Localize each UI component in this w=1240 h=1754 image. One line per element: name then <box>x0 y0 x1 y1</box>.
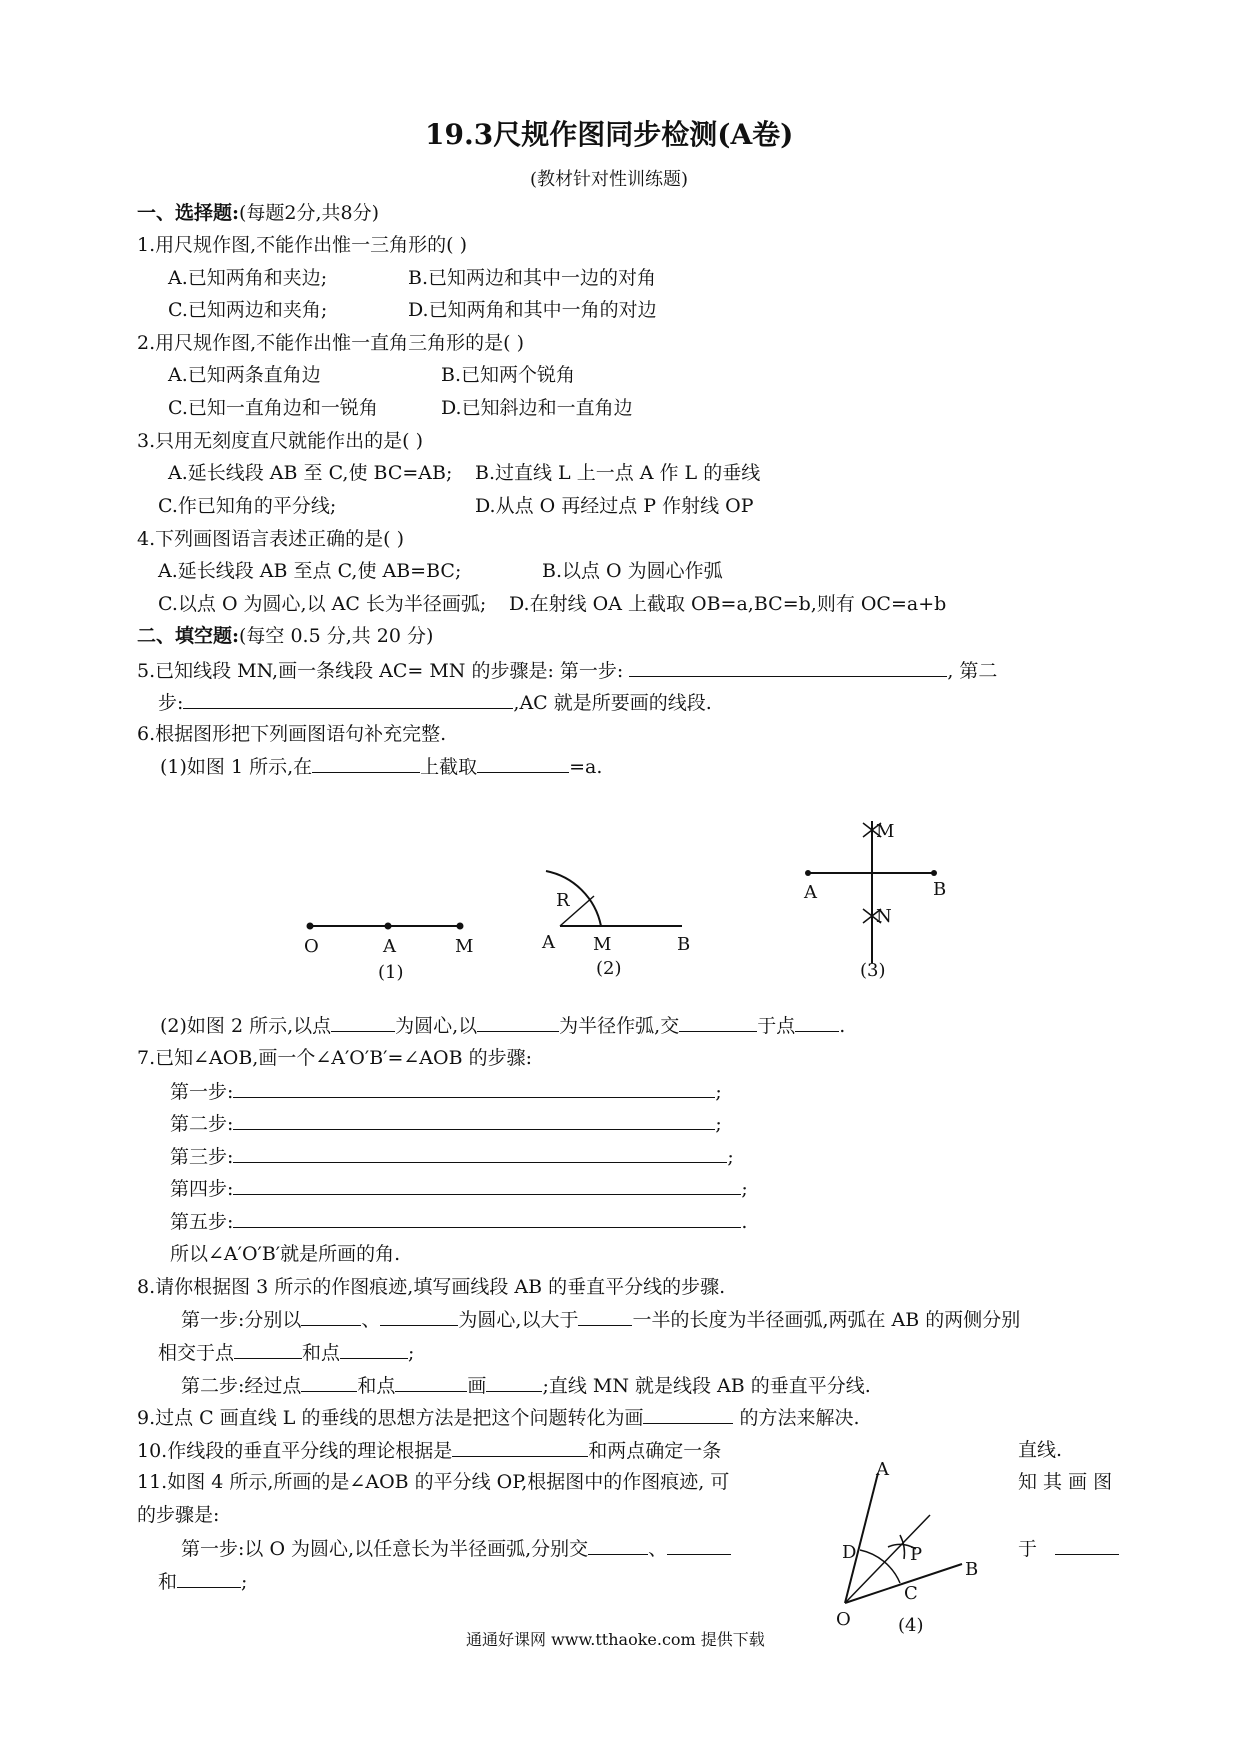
q2-option-a: A.已知两条直角边 <box>168 364 321 386</box>
q8-s1-text-6: 和点 <box>302 1342 341 1364</box>
q7-step2-end: ; <box>715 1113 722 1135</box>
q3-stem: 3.只用无刻度直尺就能作出的是( ) <box>137 430 423 452</box>
q9-text-1: 9.过点 C 画直线 L 的垂线的思想方法是把这个问题转化为画 <box>137 1407 644 1429</box>
q8-s2-text-2: 和点 <box>357 1375 396 1397</box>
q11-s1-text-5: ; <box>241 1571 248 1593</box>
q6-p2-blank-2[interactable] <box>477 1013 559 1032</box>
q8-s1-text-5: 相交于点 <box>158 1342 235 1364</box>
q7-step1-blank[interactable] <box>233 1079 715 1098</box>
section2-heading-line <box>137 624 433 648</box>
q11-s1-text-4: 和 <box>158 1571 178 1593</box>
fig2-label-m: M <box>593 934 612 955</box>
q7-step5-label: 第五步: <box>170 1211 234 1233</box>
q9-blank[interactable] <box>643 1405 733 1424</box>
q8-s2-text-4: ;直线 MN 就是线段 AB 的垂直平分线. <box>542 1375 871 1397</box>
q7-step2-blank[interactable] <box>233 1111 715 1130</box>
q6-p2-text-2: 为圆心,以 <box>395 1015 478 1037</box>
q2-stem: 2.用尺规作图,不能作出惟一直角三角形的是( ) <box>137 332 525 354</box>
fig3-point-a <box>805 870 811 876</box>
fig4-ray-oa <box>845 1473 878 1603</box>
q6-p2-blank-1[interactable] <box>331 1013 395 1032</box>
q11-s1-blank-2[interactable] <box>667 1536 731 1555</box>
q7-step1 <box>170 1079 722 1104</box>
q7-step4 <box>170 1176 748 1201</box>
q7-step3 <box>170 1144 734 1169</box>
q6-part2 <box>160 1013 845 1038</box>
q6-p1-text-3: =a. <box>569 756 603 778</box>
fig1-label-o: O <box>304 936 319 957</box>
figure-4 <box>830 1455 1010 1635</box>
page-footer: 通通好课网 www.tthaoke.com 提供下载 <box>466 1630 765 1649</box>
q11-step1-line2 <box>158 1569 247 1594</box>
q10-text-1: 10.作线段的垂直平分线的理论根据是 <box>137 1440 453 1462</box>
q11-s1-text-2: 、 <box>648 1538 668 1560</box>
q10-end: 直线. <box>1018 1439 1063 1461</box>
q7-step4-end: ; <box>741 1178 748 1200</box>
q4-option-c: C.以点 O 为圆心,以 AC 长为半径画弧; <box>158 593 487 615</box>
q2-option-b: B.已知两个锐角 <box>441 364 576 386</box>
q5-text-2: , 第二 <box>947 660 998 682</box>
fig3-point-b <box>931 870 937 876</box>
q7-step2-label: 第二步: <box>170 1113 234 1135</box>
fig1-caption: (1) <box>378 962 404 983</box>
q11-s1-text-1: 第一步:以 O 为圆心,以任意长为半径画弧,分别交 <box>181 1538 589 1560</box>
q7-step2 <box>170 1111 722 1136</box>
q11-s1-blank-1[interactable] <box>588 1536 648 1555</box>
q6-p2-text-3: 为半径作弧,交 <box>559 1015 680 1037</box>
q5-answer-blank-1[interactable] <box>629 658 947 677</box>
q7-conclusion: 所以∠A′O′B′就是所画的角. <box>170 1243 401 1265</box>
q7-step1-end: ; <box>715 1081 722 1103</box>
q8-s2-blank-3[interactable] <box>486 1373 542 1392</box>
section1-note: (每题2分,共8分) <box>239 202 380 224</box>
q2-option-c: C.已知一直角边和一锐角 <box>168 397 378 419</box>
q8-s1-blank-5[interactable] <box>340 1340 408 1359</box>
q7-stem: 7.已知∠AOB,画一个∠A′O′B′=∠AOB 的步骤: <box>137 1047 533 1069</box>
fig3-caption: (3) <box>860 960 886 981</box>
q8-s1-blank-1[interactable] <box>301 1307 361 1326</box>
section2-note: (每空 0.5 分,共 20 分) <box>239 625 434 647</box>
q10-blank[interactable] <box>452 1438 588 1457</box>
q9-text-2: 的方法来解决. <box>739 1407 860 1429</box>
fig4-arc-mark-1 <box>900 1535 905 1559</box>
q6-p1-blank-1[interactable] <box>312 754 420 773</box>
q3-option-c: C.作已知角的平分线; <box>158 495 337 517</box>
page-title: 19.3尺规作图同步检测(A卷) <box>425 118 794 151</box>
q11-s1-blank-4[interactable] <box>177 1569 241 1588</box>
q8-s2-blank-1[interactable] <box>301 1373 357 1392</box>
section1-heading-line <box>137 201 379 225</box>
q9-line <box>137 1405 860 1430</box>
q1-option-b: B.已知两边和其中一边的对角 <box>408 267 657 289</box>
q7-step4-blank[interactable] <box>233 1176 741 1195</box>
fig2-label-a: A <box>542 932 555 953</box>
q7-step5-end: . <box>741 1211 748 1233</box>
fig4-label-p: P <box>910 1544 923 1565</box>
q6-p1-text-1: (1)如图 1 所示,在 <box>160 756 313 778</box>
fig4-label-d: D <box>842 1542 857 1563</box>
section2-heading: 二、填空题: <box>137 625 240 647</box>
q6-p1-text-2: 上截取 <box>420 756 478 778</box>
q6-stem: 6.根据图形把下列画图语句补充完整. <box>137 723 447 745</box>
q8-s1-text-4: 一半的长度为半径画弧,两弧在 AB 的两侧分别 <box>632 1309 1021 1331</box>
q11-step1-yu <box>1018 1536 1119 1561</box>
q8-s1-blank-3[interactable] <box>578 1307 632 1326</box>
q6-p2-blank-3[interactable] <box>679 1013 757 1032</box>
q6-part1 <box>160 754 602 779</box>
fig3-label-m: M <box>876 821 895 842</box>
fig1-point-m <box>457 923 464 930</box>
q5-text-3: 步: <box>158 692 184 714</box>
q11-line2: 的步骤是: <box>137 1504 220 1526</box>
q4-option-b: B.以点 O 为圆心作弧 <box>542 560 723 582</box>
q8-s1-text-7: ; <box>408 1342 415 1364</box>
fig2-arc <box>546 871 601 926</box>
q6-p2-text-5: . <box>839 1015 846 1037</box>
fig4-label-a: A <box>876 1459 889 1480</box>
fig1-label-a: A <box>383 936 396 957</box>
fig4-label-c: C <box>904 1583 918 1604</box>
q4-option-a: A.延长线段 AB 至点 C,使 AB=BC; <box>158 560 462 582</box>
fig3-label-n: N <box>876 906 892 927</box>
fig2-label-b: B <box>677 934 691 955</box>
figure-1 <box>290 900 490 990</box>
fig1-point-a <box>385 923 392 930</box>
q7-step3-label: 第三步: <box>170 1146 234 1168</box>
q8-s2-text-1: 第二步:经过点 <box>181 1375 302 1397</box>
fig1-point-o <box>307 923 314 930</box>
q3-option-b: B.过直线 L 上一点 A 作 L 的垂线 <box>475 462 761 484</box>
q6-p2-blank-4[interactable] <box>795 1013 839 1032</box>
page-subtitle: (教材针对性训练题) <box>530 169 689 190</box>
fig2-label-r: R <box>556 890 570 911</box>
q11-step1 <box>181 1536 731 1561</box>
q1-stem: 1.用尺规作图,不能作出惟一三角形的( ) <box>137 234 468 256</box>
q1-option-c: C.已知两边和夹角; <box>168 299 328 321</box>
q8-stem: 8.请你根据图 3 所示的作图痕迹,填写画线段 AB 的垂直平分线的步骤. <box>137 1276 726 1298</box>
q11-s1-blank-3[interactable] <box>1055 1536 1119 1555</box>
q7-step5 <box>170 1209 747 1234</box>
q8-step1-line2 <box>158 1340 414 1365</box>
q8-step2 <box>181 1373 871 1398</box>
q5-answer-blank-2[interactable] <box>183 690 513 709</box>
q8-s1-text-1: 第一步:分别以 <box>181 1309 302 1331</box>
q5-text-1: 5.已知线段 MN,画一条线段 AC= MN 的步骤是: 第一步: <box>137 660 624 682</box>
q6-p1-blank-2[interactable] <box>477 754 569 773</box>
figure-3 <box>790 815 970 985</box>
section1-heading: 一、选择题: <box>137 202 240 224</box>
fig4-label-o: O <box>836 1609 851 1630</box>
fig4-caption: (4) <box>898 1615 924 1636</box>
q11-s1-text-3: 于 <box>1018 1538 1038 1560</box>
fig4-label-b: B <box>965 1559 979 1580</box>
q3-option-d: D.从点 O 再经过点 P 作射线 OP <box>475 495 754 517</box>
q2-option-d: D.已知斜边和一直角边 <box>441 397 633 419</box>
q8-s1-text-2: 、 <box>361 1309 381 1331</box>
q7-step3-end: ; <box>727 1146 734 1168</box>
q5-text-4: ,AC 就是所要画的线段. <box>513 692 712 714</box>
q5-line1 <box>137 658 997 683</box>
figure-2 <box>530 860 700 980</box>
q3-option-a: A.延长线段 AB 至 C,使 BC=AB; <box>168 462 453 484</box>
q10-text-2: 和两点确定一条 <box>588 1440 722 1462</box>
q6-p2-text-1: (2)如图 2 所示,以点 <box>160 1015 332 1037</box>
q1-option-a: A.已知两角和夹边; <box>168 267 328 289</box>
q1-option-d: D.已知两角和其中一角的对边 <box>408 299 657 321</box>
q8-s2-blank-2[interactable] <box>395 1373 467 1392</box>
q8-step1-line1 <box>181 1307 1020 1332</box>
q11-line1-end: 知 其 画 图 <box>1018 1471 1113 1493</box>
q7-step1-label: 第一步: <box>170 1081 234 1103</box>
q8-s1-text-3: 为圆心,以大于 <box>458 1309 579 1331</box>
q8-s2-text-3: 画 <box>467 1375 487 1397</box>
q5-line2 <box>158 690 712 715</box>
q8-s1-blank-2[interactable] <box>380 1307 458 1326</box>
fig3-label-a: A <box>804 882 817 903</box>
q6-p2-text-4: 于点 <box>757 1015 796 1037</box>
q7-step4-label: 第四步: <box>170 1178 234 1200</box>
q11-line1: 11.如图 4 所示,所画的是∠AOB 的平分线 OP,根据图中的作图痕迹, 可 <box>137 1471 730 1493</box>
q7-step5-blank[interactable] <box>233 1209 741 1228</box>
fig2-caption: (2) <box>596 958 622 979</box>
q4-stem: 4.下列画图语言表述正确的是( ) <box>137 528 404 550</box>
q7-step3-blank[interactable] <box>233 1144 727 1163</box>
q8-s1-blank-4[interactable] <box>234 1340 302 1359</box>
fig3-label-b: B <box>933 879 947 900</box>
q10-line <box>137 1438 721 1463</box>
q4-option-d: D.在射线 OA 上截取 OB=a,BC=b,则有 OC=a+b <box>509 593 947 615</box>
fig1-label-m: M <box>455 936 474 957</box>
